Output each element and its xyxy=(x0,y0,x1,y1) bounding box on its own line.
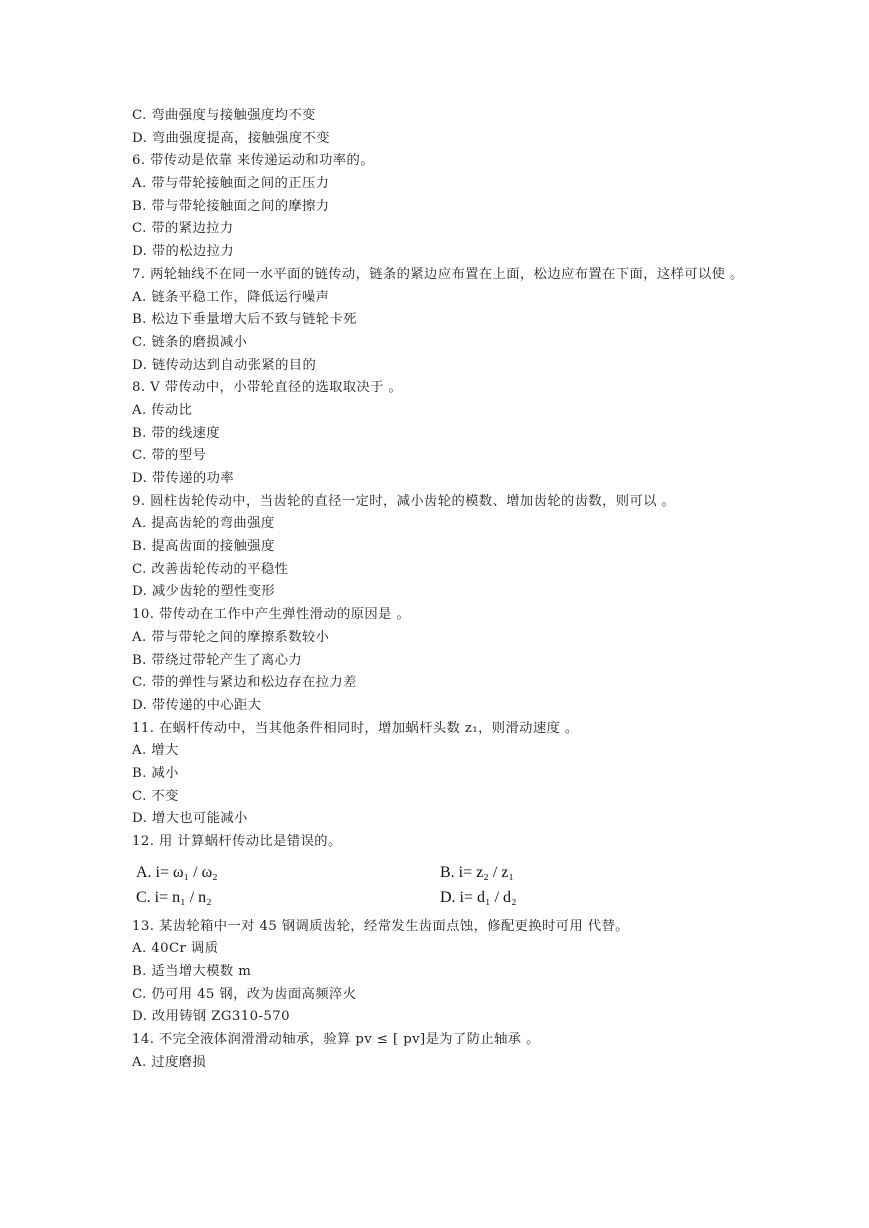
question-text: 9. 圆柱齿轮传动中，当齿轮的直径一定时，减小齿轮的模数、增加齿轮的齿数，则可以 。 xyxy=(132,493,676,509)
answer-option: B. 提高齿面的接触强度 xyxy=(132,539,275,555)
question-text: 6. 带传动是依靠 来传递运动和功率的。 xyxy=(132,153,374,169)
answer-option: C. 不变 xyxy=(132,788,179,804)
question-text: 10. 带传动在工作中产生弹性滑动的原因是 。 xyxy=(132,607,411,623)
answer-option: B. 带与带轮接触面之间的摩擦力 xyxy=(132,198,330,214)
question-text: 8. V 带传动中，小带轮直径的选取取决于 。 xyxy=(132,380,403,396)
answer-option: D. 改用铸钢 ZG310-570 xyxy=(132,1009,290,1025)
formula-option-c: C. i= n₁ / n₂ xyxy=(136,888,212,906)
answer-option: A. 传动比 xyxy=(132,402,193,418)
answer-option: B. 减小 xyxy=(132,765,179,781)
answer-option: A. 链条平稳工作，降低运行噪声 xyxy=(132,289,330,305)
answer-option: D. 带传递的功率 xyxy=(132,471,235,487)
answer-option: A. 带与带轮接触面之间的正压力 xyxy=(132,176,330,192)
answer-option: D. 弯曲强度提高，接触强度不变 xyxy=(132,130,330,146)
formula-option-d: D. i= d₁ / d₂ xyxy=(440,888,517,906)
answer-option: A. 增大 xyxy=(132,743,179,759)
question-block-13-14 xyxy=(132,916,752,1075)
answer-option: D. 减少齿轮的塑性变形 xyxy=(132,584,276,600)
question-text: 12. 用 计算蜗杆传动比是错误的。 xyxy=(132,834,342,850)
question-text: 14. 不完全液体润滑滑动轴承，验算 pv ≤ [ pv]是为了防止轴承 。 xyxy=(132,1032,540,1048)
answer-option: B. 松边下垂量增大后不致与链轮卡死 xyxy=(132,312,357,328)
answer-option: A. 带与带轮之间的摩擦系数较小 xyxy=(132,629,330,645)
answer-option: A. 40Cr 调质 xyxy=(132,941,219,957)
answer-option: A. 过度磨损 xyxy=(132,1054,207,1070)
answer-option: D. 链传动达到自动张紧的目的 xyxy=(132,357,317,373)
question-text: 13. 某齿轮箱中一对 45 钢调质齿轮，经常发生齿面点蚀，修配更换时可用 代替。 xyxy=(132,918,629,934)
formula-option-a: A. i= ω₁ / ω₂ xyxy=(136,863,218,881)
answer-option: C. 仍可用 45 钢，改为齿面高频淬火 xyxy=(132,986,357,1002)
answer-option: C. 带的弹性与紧边和松边存在拉力差 xyxy=(132,675,357,691)
answer-option: B. 带绕过带轮产生了离心力 xyxy=(132,652,303,668)
answer-option: A. 提高齿轮的弯曲强度 xyxy=(132,516,275,532)
formula-option-b: B. i= z₂ / z₁ xyxy=(440,863,514,881)
answer-option: D. 带传递的中心距大 xyxy=(132,697,262,713)
question-text: 7. 两轮轴线不在同一水平面的链传动，链条的紧边应布置在上面，松边应布置在下面，这样可以使 。 xyxy=(132,266,744,282)
answer-option: C. 链条的磨损减小 xyxy=(132,334,248,350)
question-block-5-12 xyxy=(132,105,752,854)
answer-option: B. 带的线速度 xyxy=(132,425,220,441)
question-text: 11. 在蜗杆传动中，当其他条件相同时，增加蜗杆头数 z₁，则滑动速度 。 xyxy=(132,720,579,736)
formula-options-q12 xyxy=(132,862,752,914)
answer-option: C. 改善齿轮传动的平稳性 xyxy=(132,561,289,577)
answer-option: C. 带的紧边拉力 xyxy=(132,221,234,237)
answer-option: D. 增大也可能减小 xyxy=(132,811,248,827)
exam-document xyxy=(132,105,752,1075)
answer-option: C. 带的型号 xyxy=(132,448,207,464)
answer-option: C. 弯曲强度与接触强度均不变 xyxy=(132,108,316,123)
answer-option: D. 带的松边拉力 xyxy=(132,244,235,260)
answer-option: B. 适当增大模数 m xyxy=(132,964,252,980)
